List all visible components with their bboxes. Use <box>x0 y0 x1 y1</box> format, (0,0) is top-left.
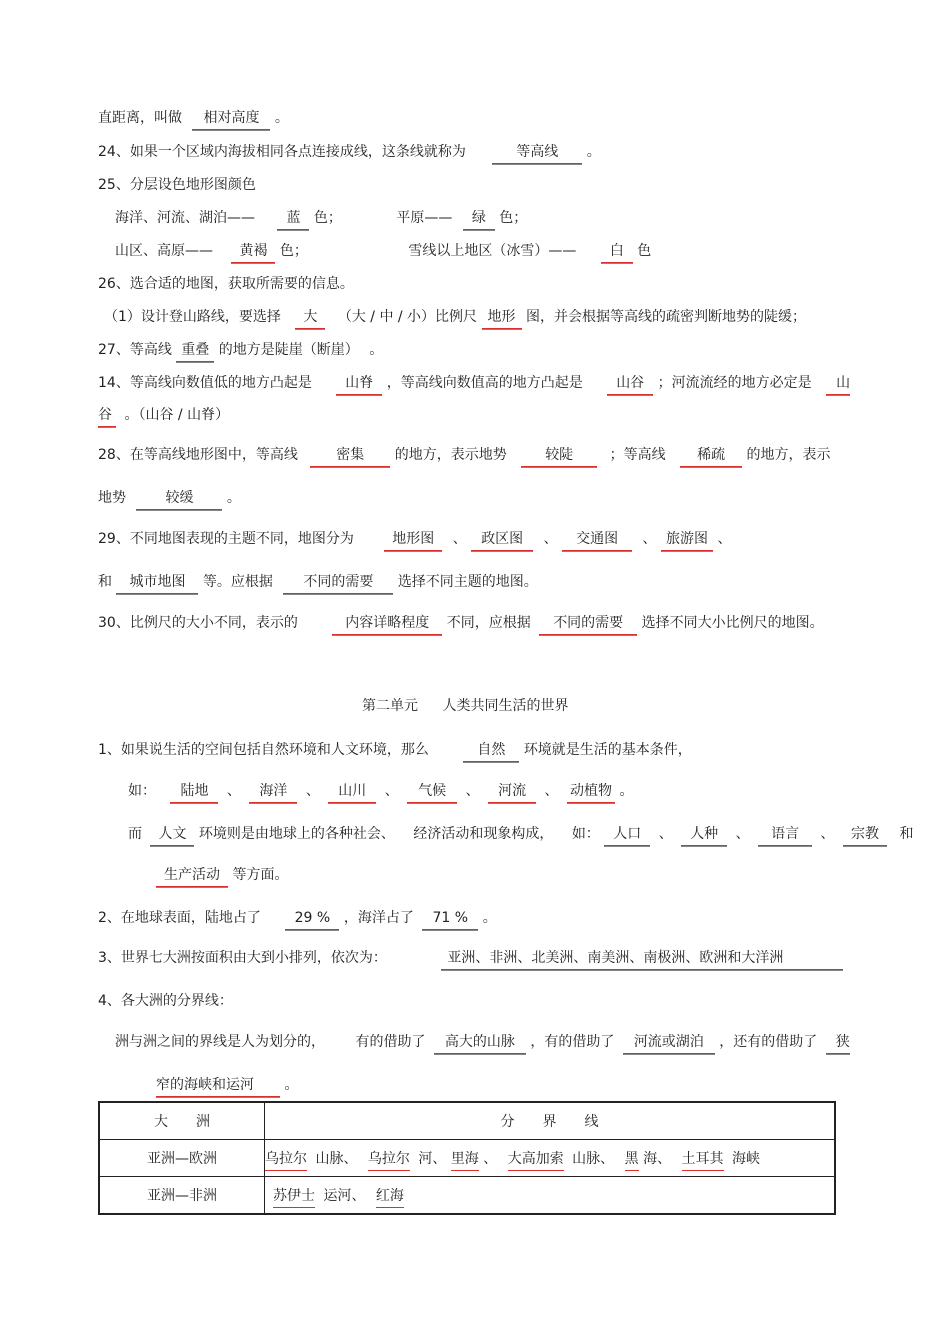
table-header-boundary: 分 界 线 <box>265 1102 836 1140</box>
unit2-question-4-cont: 窄的海峡和运河 。 <box>156 1076 298 1096</box>
question-29: 29、不同地图表现的主题不同，地图分为 地形图 、 政区图 、 交通图 、 旅游图 、 <box>98 530 731 550</box>
question-27: 27、等高线 重叠 的地方是陡崖（断崖） 。 <box>98 341 383 361</box>
answer-blank: 宗教 <box>843 825 887 845</box>
answer-blank: 稀疏 <box>680 446 742 466</box>
unit-heading: 第二单元 人类共同生活的世界 <box>362 698 569 714</box>
question-25-line-b: 山区、高原—— 黄褐 色； 雪线以上地区（冰雪）—— 白 色 <box>115 242 651 262</box>
answer-blank: 白 <box>601 242 633 262</box>
line-relative-height: 直距离，叫做 相对高度 。 <box>98 109 289 129</box>
table-row <box>99 1140 835 1177</box>
continent-boundary-table <box>98 1101 836 1215</box>
answer-blank: 山 <box>826 374 850 394</box>
answer-blank: 谷 <box>98 406 116 426</box>
answer-blank: 气候 <box>407 782 457 802</box>
answer-blank: 等高线 <box>492 143 582 163</box>
answer-blank: 较缓 <box>136 489 222 509</box>
table-row <box>99 1177 835 1215</box>
question-25: 25、分层设色地形图颜色 <box>98 177 256 193</box>
answer-blank: 交通图 <box>562 530 632 550</box>
answer-blank: 蓝 <box>277 209 309 229</box>
table-header-row <box>99 1102 835 1140</box>
answer-blank: 大 <box>295 308 325 328</box>
answer-blank: 绿 <box>463 209 495 229</box>
question-14-cont: 谷 。（山谷 / 山脊） <box>98 406 229 426</box>
unit2-question-1: 1、如果说生活的空间包括自然环境和人文环境，那么 自然 环境就是生活的基本条件， <box>98 741 692 761</box>
answer-blank: 窄的海峡和运河 <box>156 1076 280 1096</box>
answer-blank: 内容详略程度 <box>332 614 442 634</box>
answer-blank: 河流 <box>488 782 536 802</box>
answer-blank: 自然 <box>463 741 519 761</box>
answer-blank: 山谷 <box>607 374 653 394</box>
table-header-continent: 大 洲 <box>99 1102 265 1140</box>
answer-blank: 黄褐 <box>231 242 275 262</box>
answer-blank: 生产活动 <box>156 866 228 886</box>
unit2-question-1-cont: 生产活动 等方面。 <box>156 866 288 886</box>
question-26-1: （1）设计登山路线，要选择 大 （大 / 中 / 小）比例尺 地形 图，并会根据等高线的疏密判断地势的陡缓； <box>104 308 806 328</box>
unit2-question-4-desc: 洲与洲之间的界线是人为划分的， 有的借助了 高大的山脉 ，有的借助了 河流或湖泊 ，还有的借助了 狭 <box>115 1033 850 1053</box>
answer-blank: 河流或湖泊 <box>623 1033 715 1053</box>
answer-blank: 71 % <box>422 909 478 929</box>
answer-blank: 重叠 <box>176 341 214 361</box>
answer-blank: 人种 <box>681 825 727 845</box>
unit2-question-1-human: 而 人文 环境则是由地球上的各种社会、 经济活动和现象构成， 如： 人口 、 人种 、 语言 、 宗教 和 <box>128 825 913 845</box>
question-26: 26、选合适的地图，获取所需要的信息。 <box>98 276 354 292</box>
answer-blank: 地形图 <box>384 530 442 550</box>
table-cell-continent: 亚洲—非洲 <box>99 1177 265 1215</box>
unit2-question-1-examples: 如： 陆地 、 海洋 、 山川 、 气候 、 河流 、 动植物 。 <box>128 782 633 802</box>
answer-blank: 政区图 <box>471 530 533 550</box>
answer-blank: 山川 <box>328 782 376 802</box>
question-28: 28、在等高线地形图中，等高线 密集 的地方，表示地势 较陡 ；等高线 稀疏 的地方，表示 <box>98 446 831 466</box>
table-cell-boundary: 苏伊士 运河、 红海 <box>265 1177 836 1215</box>
question-28-cont: 地势 较缓 。 <box>98 489 241 509</box>
answer-blank: 地形 <box>482 308 522 328</box>
question-25-line-a: 海洋、河流、湖泊—— 蓝 色； 平原—— 绿 色； <box>115 209 527 229</box>
question-29-cont: 和 城市地图 等。应根据 不同的需要 选择不同主题的地图。 <box>98 573 538 593</box>
answer-blank: 密集 <box>310 446 390 466</box>
answer-blank: 相对高度 <box>192 109 270 129</box>
table-cell-boundary: 乌拉尔 山脉、 乌拉尔 河、 里海 、 大高加索 山脉、 黑 海、 土耳其 海峡 <box>265 1140 836 1177</box>
unit2-question-4: 4、各大洲的分界线： <box>98 993 233 1009</box>
answer-blank: 旅游图 <box>661 530 713 550</box>
answer-blank: 不同的需要 <box>539 614 637 634</box>
question-24: 24、如果一个区域内海拔相同各点连接成线，这条线就称为 等高线 。 <box>98 143 601 163</box>
answer-blank: 亚洲、非洲、北美洲、南美洲、南极洲、欧洲和大洋洲 <box>441 949 843 969</box>
answer-blank: 动植物 <box>567 782 615 802</box>
answer-blank: 语言 <box>758 825 812 845</box>
answer-blank: 人口 <box>604 825 650 845</box>
answer-blank: 29 % <box>285 909 339 929</box>
answer-blank: 陆地 <box>170 782 218 802</box>
answer-blank: 不同的需要 <box>283 573 393 593</box>
answer-blank: 城市地图 <box>116 573 198 593</box>
unit2-question-2: 2、在地球表面，陆地占了 29 % ，海洋占了 71 % 。 <box>98 909 497 929</box>
answer-blank: 高大的山脉 <box>434 1033 526 1053</box>
answer-blank: 山脊 <box>336 374 382 394</box>
answer-blank: 海洋 <box>249 782 297 802</box>
question-14: 14、等高线向数值低的地方凸起是 山脊 ，等高线向数值高的地方凸起是 山谷 ；河流流经的地方必定是 山 <box>98 374 850 394</box>
answer-blank: 较陡 <box>521 446 597 466</box>
answer-blank: 人文 <box>150 825 194 845</box>
question-30: 30、比例尺的大小不同，表示的 内容详略程度 不同，应根据 不同的需要 选择不同大小比例尺的地图。 <box>98 614 824 634</box>
answer-blank: 狭 <box>826 1033 850 1053</box>
unit2-question-3: 3、世界七大洲按面积由大到小排列，依次为： 亚洲、非洲、北美洲、南美洲、南极洲、欧洲和大洋洲 <box>98 949 843 969</box>
table-cell-continent: 亚洲—欧洲 <box>99 1140 265 1177</box>
